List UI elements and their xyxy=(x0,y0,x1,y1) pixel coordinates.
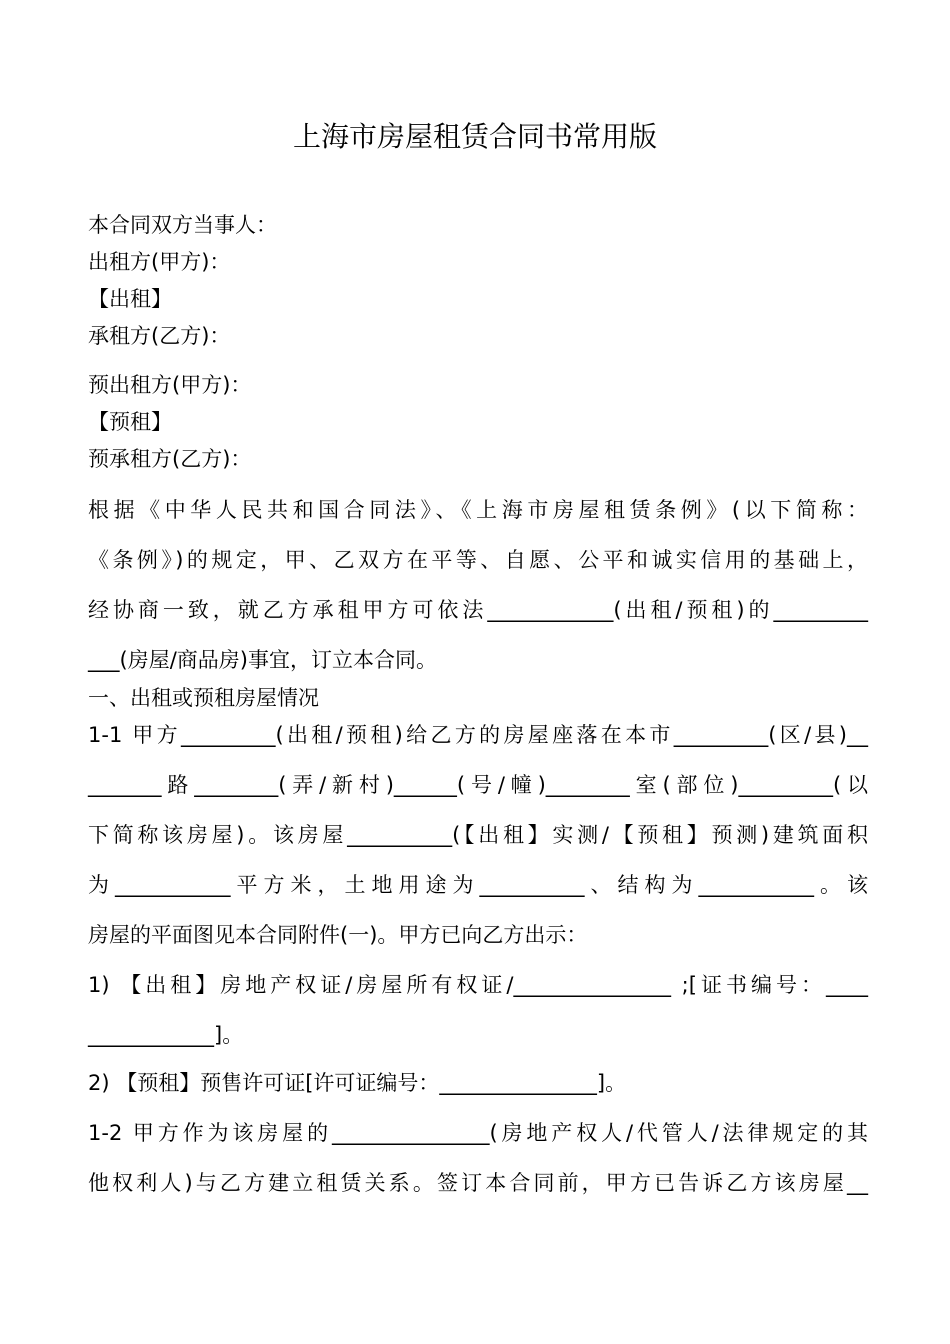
preamble-line-3: 经协商一致，就乙方承租甲方可依法____________(出租/预租)的_________ xyxy=(88,598,868,622)
pre-rent-tag-line: 【预租】 xyxy=(88,410,172,434)
lessee-line: 承租方(乙方)： xyxy=(88,324,231,348)
lessor-line: 出租方(甲方)： xyxy=(88,250,231,274)
party-intro-line: 本合同双方当事人： xyxy=(88,213,277,237)
clause-1-1-line-4: 为___________平方米，土地用途为__________、结构为___________。该 xyxy=(88,873,868,897)
clause-1-1-line-1: 1-1 甲方_________(出租/预租)给乙方的房屋座落在本市_________(区/县)__ xyxy=(88,723,868,747)
item-2-line: 2) 【预租】预售许可证[许可证编号：_______________]。 xyxy=(88,1071,627,1095)
clause-1-1-line-2: _______路________(弄/新村)______(号/幢)________室(部位)_________(以 xyxy=(88,773,868,797)
item-1-line-2: ____________]。 xyxy=(88,1023,244,1047)
document-title: 上海市房屋租赁合同书常用版 xyxy=(292,120,657,153)
pre-lessee-line: 预承租方(乙方)： xyxy=(88,447,252,471)
section-heading-1: 一、出租或预租房屋情况 xyxy=(88,686,319,710)
clause-1-2-line-1: 1-2 甲方作为该房屋的_______________(房地产权人/代管人/法律规定的其 xyxy=(88,1121,868,1145)
pre-lessor-line: 预出租方(甲方)： xyxy=(88,373,252,397)
clause-1-1-line-3: 下简称该房屋)。该房屋__________(【出租】实测/【预租】预测)建筑面积 xyxy=(88,823,868,847)
rent-tag-line: 【出租】 xyxy=(88,287,172,311)
clause-1-2-line-2: 他权利人)与乙方建立租赁关系。签订本合同前，甲方已告诉乙方该房屋__ xyxy=(88,1171,868,1195)
item-1-line-1: 1) 【出租】房地产权证/房屋所有权证/_______________ ;[证书编号：____ xyxy=(88,973,868,997)
preamble-line-1: 根据《中华人民共和国合同法》、《上海市房屋租赁条例》(以下简称： xyxy=(88,498,868,522)
preamble-line-2: 《条例》)的规定，甲、乙双方在平等、自愿、公平和诚实信用的基础上， xyxy=(88,548,868,572)
preamble-line-4: ___(房屋/商品房)事宜，订立本合同。 xyxy=(88,648,437,672)
clause-1-1-line-5: 房屋的平面图见本合同附件(一)。甲方已向乙方出示： xyxy=(88,923,588,947)
